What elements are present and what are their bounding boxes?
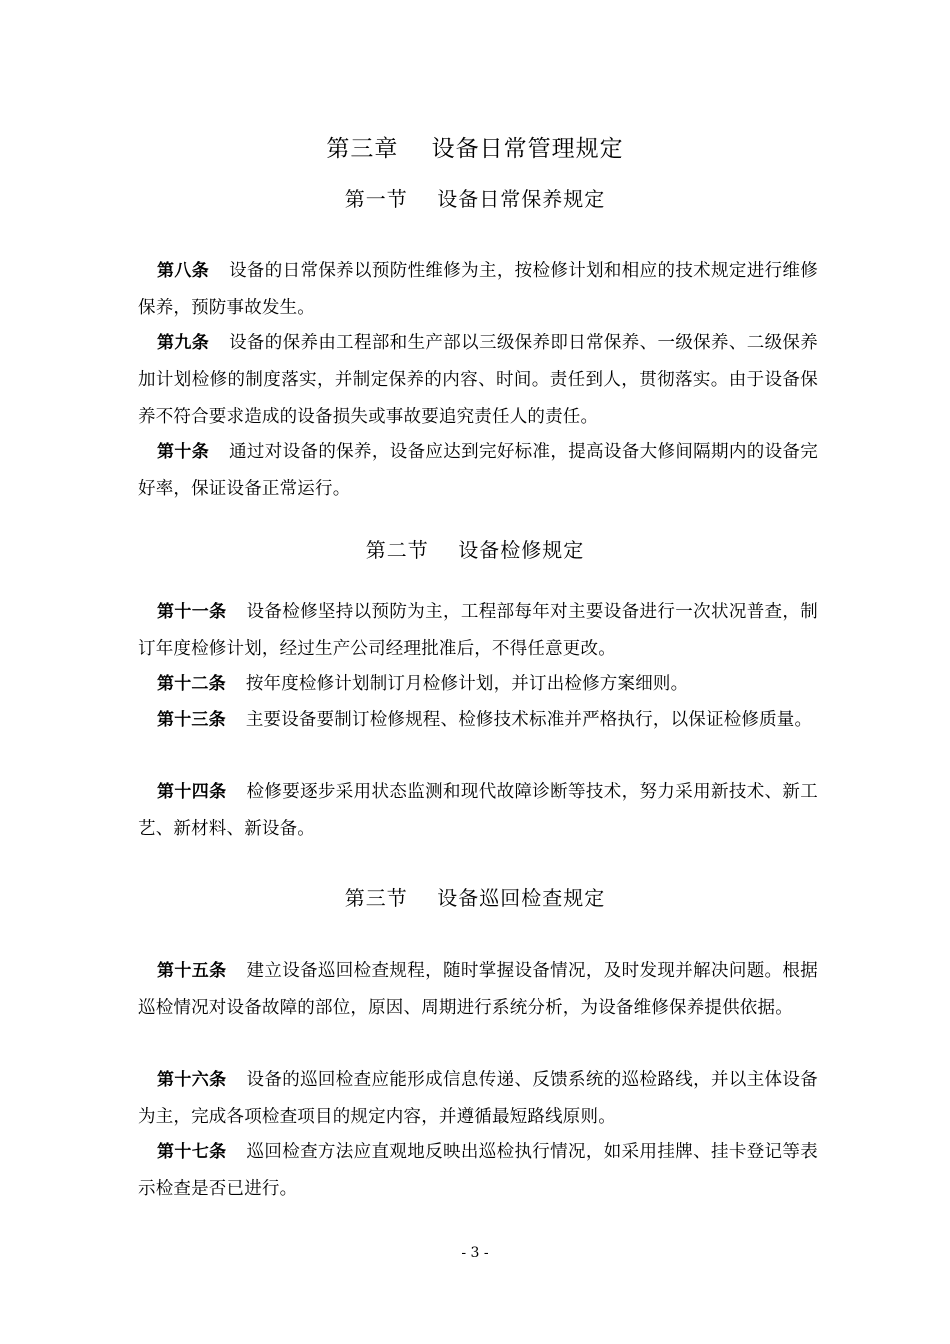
article-number: 第十三条 xyxy=(157,710,226,730)
section-title: 第一节 设备日常保养规定 xyxy=(344,187,606,211)
article-text: 通过对设备的保养，设备应达到完好标准，提高设备大修间隔期内的设备完好率，保证设备正常运行。 xyxy=(138,442,818,499)
article xyxy=(138,253,818,327)
article-number: 第八条 xyxy=(157,261,210,281)
article-text: 设备的巡回检查应能形成信息传递、反馈系统的巡检路线，并以主体设备为主，完成各项检查项目的规定内容，并遵循最短路线原则。 xyxy=(138,1070,818,1127)
article-number: 第十二条 xyxy=(157,674,226,694)
article-number: 第十六条 xyxy=(157,1070,227,1090)
article-number: 第十条 xyxy=(157,442,210,462)
section-title: 第二节 设备检修规定 xyxy=(365,538,585,562)
article xyxy=(138,434,818,508)
article-number: 第十一条 xyxy=(157,602,227,622)
article-text: 设备的保养由工程部和生产部以三级保养即日常保养、一级保养、二级保养加计划检修的制度落实，并制定保养的内容、时间。责任到人，贯彻落实。由于设备保养不符合要求造成的设备损失或事故要追究责任人的责任。 xyxy=(138,333,818,427)
article xyxy=(138,702,818,739)
article-text: 按年度检修计划制订月检修计划，并订出检修方案细则。 xyxy=(245,674,689,694)
article-number: 第十五条 xyxy=(157,961,227,981)
article-number: 第九条 xyxy=(157,333,210,353)
article-text: 巡回检查方法应直观地反映出巡检执行情况，如采用挂牌、挂卡登记等表示检查是否已进行。 xyxy=(138,1142,818,1199)
article xyxy=(138,666,818,703)
article-text: 设备的日常保养以预防性维修为主，按检修计划和相应的技术规定进行维修保养，预防事故发生。 xyxy=(138,261,818,318)
article xyxy=(138,1062,818,1136)
page-number: - 3 - xyxy=(461,1245,489,1261)
article-number: 第十四条 xyxy=(157,782,227,802)
article-text: 主要设备要制订检修规程、检修技术标准并严格执行，以保证检修质量。 xyxy=(245,710,813,730)
article xyxy=(138,774,818,848)
article-text: 检修要逐步采用状态监测和现代故障诊断等技术，努力采用新技术、新工艺、新材料、新设备。 xyxy=(138,782,818,839)
chapter-title: 第三章 设备日常管理规定 xyxy=(326,136,624,162)
article-number: 第十七条 xyxy=(157,1142,227,1162)
article xyxy=(138,1134,818,1208)
article xyxy=(138,953,818,1027)
section-title: 第三节 设备巡回检查规定 xyxy=(344,886,606,910)
article xyxy=(138,594,818,668)
article xyxy=(138,325,818,436)
article-text: 建立设备巡回检查规程，随时掌握设备情况，及时发现并解决问题。根据巡检情况对设备故障的部位，原因、周期进行系统分析，为设备维修保养提供依据。 xyxy=(138,961,818,1018)
article-text: 设备检修坚持以预防为主，工程部每年对主要设备进行一次状况普查，制订年度检修计划，经过生产公司经理批准后，不得任意更改。 xyxy=(138,602,818,659)
